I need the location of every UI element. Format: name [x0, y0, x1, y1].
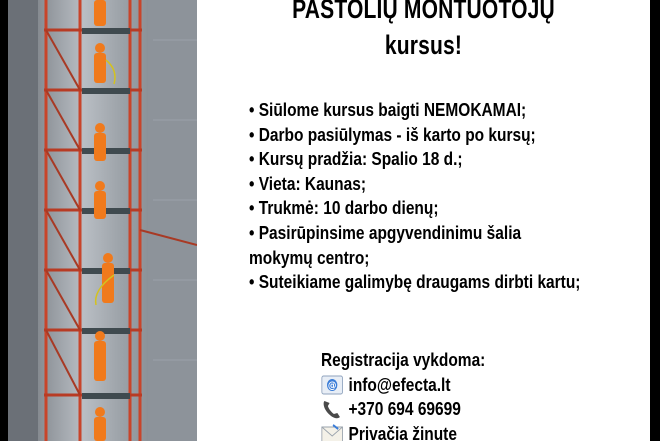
phone-row[interactable] — [321, 397, 579, 422]
scaffolding-photo — [8, 0, 197, 441]
page-subtitle: kursus! — [384, 30, 463, 60]
email-at-icon — [321, 374, 343, 396]
benefits-list — [249, 98, 650, 295]
scaffolding-illustration — [8, 0, 197, 441]
list-item: • Siūlome kursus baigti NEMOKAMAI; — [249, 100, 527, 120]
info-card — [197, 0, 650, 441]
list-item: • Vieta: Kaunas; — [249, 173, 366, 194]
registration-block — [321, 348, 621, 441]
list-item: mokymų centro; — [249, 247, 370, 268]
list-item: • Suteikiame galimybę draugams dirbti kartu; — [249, 272, 581, 293]
page-title: PASTOLIŲ MONTUOTOJŲ — [292, 0, 555, 24]
envelope-icon — [321, 423, 343, 441]
list-item: • Pasirūpinsime apgyvendinimu šalia — [249, 222, 522, 243]
email-link[interactable]: info@efecta.lt — [348, 374, 451, 395]
email-row[interactable] — [321, 373, 579, 398]
svg-text:@: @ — [327, 379, 337, 392]
building-column — [8, 0, 38, 441]
list-item: • Trukmė: 10 darbo dienų; — [249, 198, 439, 219]
message-row[interactable] — [321, 422, 579, 441]
list-item: • Darbo pasiūlymas - iš karto po kursų; — [249, 124, 536, 145]
private-message-label[interactable]: Privačia žinute — [348, 423, 457, 441]
left-border — [0, 0, 8, 441]
phone-number[interactable]: +370 694 69699 — [348, 399, 461, 419]
list-item: • Kursų pradžia: Spalio 18 d.; — [249, 149, 463, 170]
registration-title: Registracija vykdoma: — [321, 350, 486, 370]
right-border — [650, 0, 660, 441]
telephone-icon — [321, 398, 343, 420]
building-column — [148, 0, 197, 441]
